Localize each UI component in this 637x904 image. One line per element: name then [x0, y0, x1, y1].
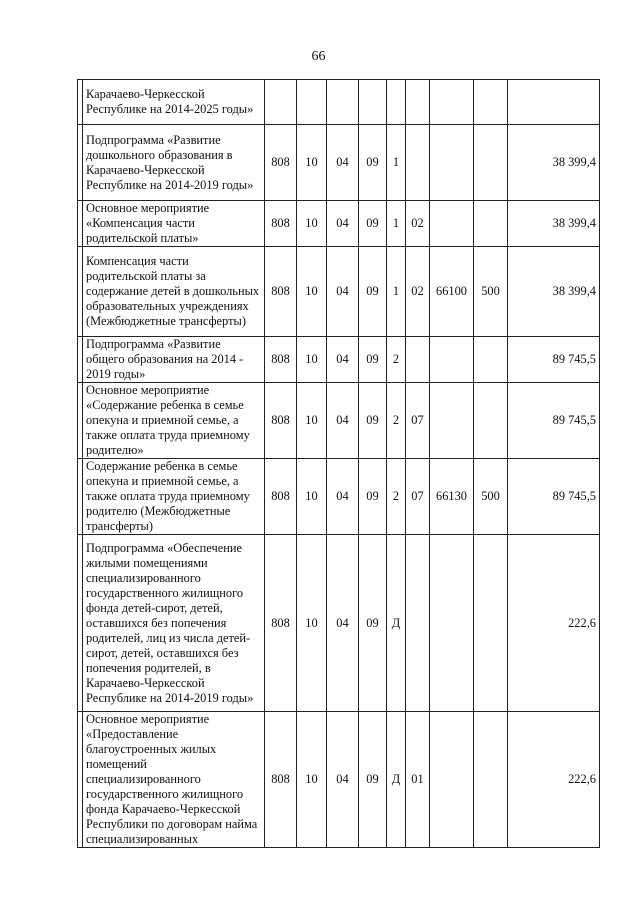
direction-code — [430, 383, 474, 459]
section-code: 10 — [297, 535, 327, 712]
subsection-code: 04 — [327, 247, 359, 337]
subsection-code — [327, 80, 359, 125]
section-code: 10 — [297, 712, 327, 848]
subsection-code: 04 — [327, 201, 359, 247]
subprogram-code: 1 — [387, 201, 406, 247]
subprogram-code: 1 — [387, 247, 406, 337]
table-row — [78, 125, 600, 201]
expense-type-code — [474, 337, 508, 383]
program-code: 09 — [359, 337, 387, 383]
section-code — [297, 80, 327, 125]
row-name: Содержание ребенка в семье опекуна и приемной семье, а также оплата труда приемному родителю (Межбюджетные трансферты) — [83, 459, 265, 535]
row-name: Карачаево-Черкесской Республике на 2014-2025 годы» — [83, 80, 265, 125]
expense-type-code: 500 — [474, 459, 508, 535]
program-code: 09 — [359, 125, 387, 201]
direction-code: 66100 — [430, 247, 474, 337]
subprogram-code: 2 — [387, 459, 406, 535]
amount: 89 745,5 — [508, 383, 600, 459]
ministry-code: 808 — [265, 337, 297, 383]
budget-table — [77, 79, 600, 848]
activity-code: 07 — [406, 459, 430, 535]
program-code: 09 — [359, 712, 387, 848]
direction-code — [430, 125, 474, 201]
subsection-code: 04 — [327, 383, 359, 459]
activity-code — [406, 80, 430, 125]
row-name: Подпрограмма «Развитие общего образования на 2014 - 2019 годы» — [83, 337, 265, 383]
section-code: 10 — [297, 125, 327, 201]
program-code: 09 — [359, 247, 387, 337]
expense-type-code — [474, 712, 508, 848]
expense-type-code — [474, 383, 508, 459]
amount: 38 399,4 — [508, 125, 600, 201]
section-code: 10 — [297, 459, 327, 535]
section-code: 10 — [297, 201, 327, 247]
activity-code — [406, 125, 430, 201]
direction-code: 66130 — [430, 459, 474, 535]
subprogram-code: Д — [387, 712, 406, 848]
row-name: Основное мероприятие «Компенсация части родительской платы» — [83, 201, 265, 247]
subsection-code: 04 — [327, 459, 359, 535]
expense-type-code — [474, 80, 508, 125]
section-code: 10 — [297, 383, 327, 459]
ministry-code: 808 — [265, 459, 297, 535]
direction-code — [430, 201, 474, 247]
subsection-code: 04 — [327, 712, 359, 848]
row-name: Подпрограмма «Развитие дошкольного образования в Карачаево-Черкесской Республике на 2014-2019 годы» — [83, 125, 265, 201]
subprogram-code: 2 — [387, 383, 406, 459]
subsection-code: 04 — [327, 535, 359, 712]
ministry-code: 808 — [265, 535, 297, 712]
table-row — [78, 337, 600, 383]
amount — [508, 80, 600, 125]
subsection-code: 04 — [327, 337, 359, 383]
direction-code — [430, 337, 474, 383]
row-name: Основное мероприятие «Предоставление благоустроенных жилых помещений специализированного государственного жилищного фонда Карачаево-Черкесской Республики по договорам найма специализированных — [83, 712, 265, 848]
program-code — [359, 80, 387, 125]
expense-type-code — [474, 125, 508, 201]
amount: 222,6 — [508, 712, 600, 848]
activity-code: 02 — [406, 247, 430, 337]
activity-code: 02 — [406, 201, 430, 247]
ministry-code: 808 — [265, 383, 297, 459]
expense-type-code — [474, 201, 508, 247]
ministry-code: 808 — [265, 247, 297, 337]
program-code: 09 — [359, 535, 387, 712]
subprogram-code: 2 — [387, 337, 406, 383]
row-name: Компенсация части родительской платы за содержание детей в дошкольных образовательных учреждениях (Межбюджетные трансферты) — [83, 247, 265, 337]
program-code: 09 — [359, 383, 387, 459]
subsection-code: 04 — [327, 125, 359, 201]
amount: 38 399,4 — [508, 201, 600, 247]
activity-code — [406, 337, 430, 383]
ministry-code: 808 — [265, 712, 297, 848]
table-row — [78, 712, 600, 848]
ministry-code: 808 — [265, 201, 297, 247]
subprogram-code: Д — [387, 535, 406, 712]
activity-code: 01 — [406, 712, 430, 848]
program-code: 09 — [359, 201, 387, 247]
direction-code — [430, 712, 474, 848]
expense-type-code: 500 — [474, 247, 508, 337]
direction-code — [430, 80, 474, 125]
subprogram-code — [387, 80, 406, 125]
amount: 222,6 — [508, 535, 600, 712]
activity-code: 07 — [406, 383, 430, 459]
row-name: Подпрограмма «Обеспечение жилыми помещениями специализированного государственного жилищного фонда детей-сирот, детей, оставшихся без попечения родителей, лиц из числа детей-сирот, детей, оставшихся без попечения родителей, в Карачаево-Черкесской Республике на 2014-2019 годы» — [83, 535, 265, 712]
table-row — [78, 383, 600, 459]
section-code: 10 — [297, 337, 327, 383]
amount: 89 745,5 — [508, 459, 600, 535]
table-row — [78, 201, 600, 247]
page-number: 66 — [311, 49, 326, 64]
table-row — [78, 80, 600, 125]
table-row — [78, 535, 600, 712]
ministry-code — [265, 80, 297, 125]
subprogram-code: 1 — [387, 125, 406, 201]
section-code: 10 — [297, 247, 327, 337]
amount: 89 745,5 — [508, 337, 600, 383]
table-row — [78, 459, 600, 535]
ministry-code: 808 — [265, 125, 297, 201]
direction-code — [430, 535, 474, 712]
table-row — [78, 247, 600, 337]
program-code: 09 — [359, 459, 387, 535]
amount: 38 399,4 — [508, 247, 600, 337]
expense-type-code — [474, 535, 508, 712]
activity-code — [406, 535, 430, 712]
row-name: Основное мероприятие «Содержание ребенка в семье опекуна и приемной семье, а также оплата труда приемному родителю» — [83, 383, 265, 459]
